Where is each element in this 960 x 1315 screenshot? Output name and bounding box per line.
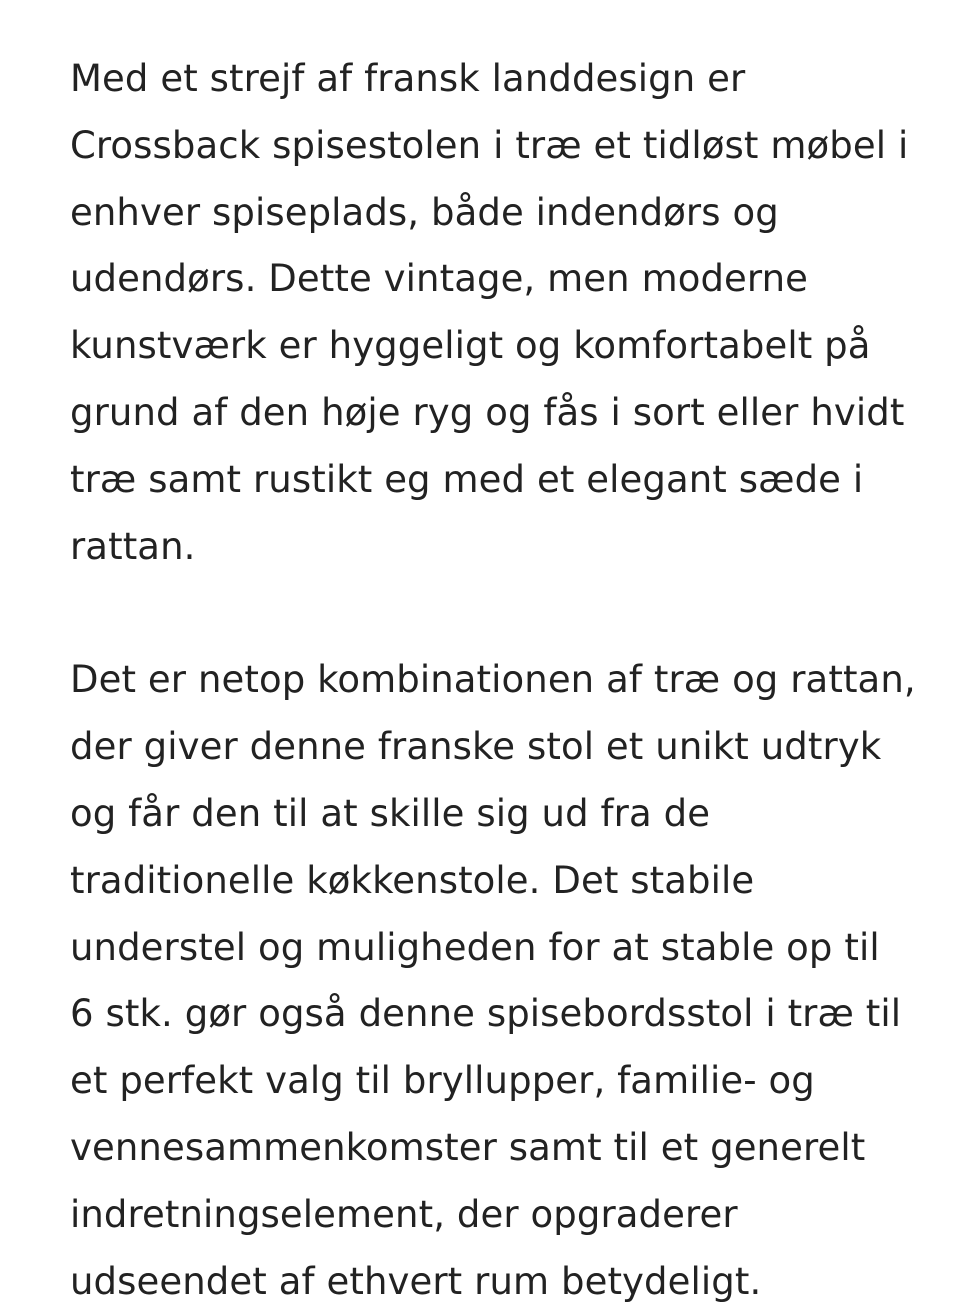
text-line: udseendet af ethvert rum betydeligt. <box>70 1259 762 1303</box>
text-line: der giver denne franske stol et unikt udtryk <box>70 725 882 769</box>
text-line: indretningselement, der opgraderer <box>70 1192 738 1236</box>
paragraph-spacer <box>70 580 900 647</box>
text-line: grund af den høje ryg og fås i sort eller hvidt <box>70 390 905 434</box>
description-paragraph-2 <box>70 647 916 1315</box>
text-line: enhver spiseplads, både indendørs og <box>70 190 779 234</box>
text-line: 6 stk. gør også denne spisebordsstol i træ til <box>70 992 902 1036</box>
text-line: kunstværk er hyggeligt og komfortabelt på <box>70 324 871 368</box>
text-line: udendørs. Dette vintage, men moderne <box>70 257 808 301</box>
text-line: Det er netop kombinationen af træ og rattan, <box>70 658 916 702</box>
description-paragraph-1 <box>70 46 909 580</box>
text-line: Med et strejf af fransk landdesign er <box>70 57 746 100</box>
text-line: vennesammenkomster samt til et generelt <box>70 1125 866 1169</box>
text-line: rattan. <box>70 524 196 568</box>
text-line: et perfekt valg til bryllupper, familie- og <box>70 1059 815 1103</box>
text-line: understel og muligheden for at stable op til <box>70 925 880 969</box>
text-line: træ samt rustikt eg med et elegant sæde i <box>70 457 864 501</box>
text-line: Crossback spisestolen i træ et tidløst møbel i <box>70 123 909 167</box>
product-description <box>70 46 916 1315</box>
text-line: traditionelle køkkenstole. Det stabile <box>70 858 755 902</box>
text-line: og får den til at skille sig ud fra de <box>70 791 711 835</box>
